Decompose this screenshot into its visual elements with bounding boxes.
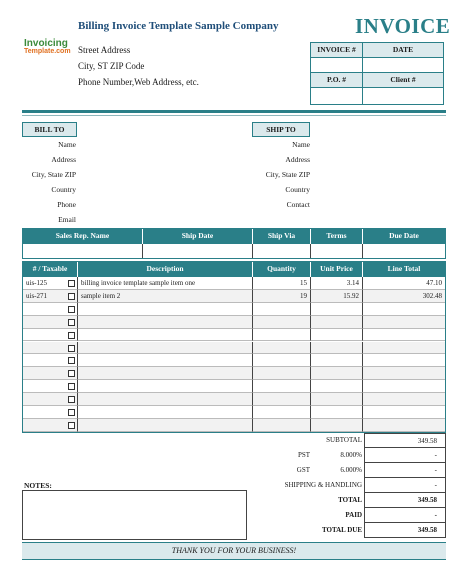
description-cell[interactable] xyxy=(78,380,253,393)
invoice-number-field[interactable] xyxy=(311,58,363,73)
header-divider xyxy=(22,110,446,113)
ship-to-address-label: Address xyxy=(285,155,310,164)
invoice-number-label: INVOICE # xyxy=(311,43,363,58)
line-total-cell[interactable] xyxy=(363,419,445,432)
table-row xyxy=(23,406,445,419)
item-rows xyxy=(23,277,445,432)
ship-via-field[interactable] xyxy=(253,244,311,258)
client-label: Client # xyxy=(363,73,443,88)
bill-to-address-label: Address xyxy=(51,155,76,164)
ship-via-header: Ship Via xyxy=(253,229,311,244)
line-total-cell[interactable]: 302.48 xyxy=(363,290,445,303)
pst-rate[interactable]: 8.000% xyxy=(340,451,362,459)
bill-to-email-label: Email xyxy=(58,215,76,224)
table-row xyxy=(23,277,445,290)
description-cell[interactable] xyxy=(78,393,253,406)
ship-to-city-label: City, State ZIP xyxy=(265,170,310,179)
subtotal-label: SUBTOTAL xyxy=(326,436,362,444)
total-due-value: 349.58 xyxy=(364,523,446,538)
logo-line2: Template.com xyxy=(24,48,71,55)
sku-cell[interactable] xyxy=(23,303,78,316)
unit-price-cell[interactable]: 3.14 xyxy=(311,277,363,290)
taxable-checkbox[interactable] xyxy=(68,370,75,377)
taxable-checkbox[interactable] xyxy=(68,306,75,313)
taxable-checkbox[interactable] xyxy=(68,332,75,339)
pst-label: PST xyxy=(297,451,310,459)
ship-date-header: Ship Date xyxy=(143,229,253,244)
sku-text: uis-271 xyxy=(26,291,47,300)
description-cell[interactable] xyxy=(78,419,253,432)
unit-price-cell[interactable] xyxy=(311,354,363,367)
line-total-cell[interactable]: 47.10 xyxy=(363,277,445,290)
quantity-cell[interactable] xyxy=(253,354,311,367)
description-cell[interactable] xyxy=(78,406,253,419)
sku-cell[interactable] xyxy=(23,342,78,355)
po-label: P.O. # xyxy=(311,73,363,88)
table-row xyxy=(23,342,445,355)
description-cell[interactable] xyxy=(78,316,253,329)
description-cell[interactable]: billing invoice template sample item one xyxy=(78,277,253,290)
unit-price-header: Unit Price xyxy=(311,262,363,277)
table-row xyxy=(23,290,445,303)
date-field[interactable] xyxy=(363,58,443,73)
sku-cell[interactable] xyxy=(23,329,78,342)
table-row xyxy=(23,419,445,432)
unit-price-cell[interactable] xyxy=(311,316,363,329)
unit-price-cell[interactable] xyxy=(311,329,363,342)
subtotal-value: 349.58 xyxy=(364,433,446,448)
logo-line1: Invoicing xyxy=(24,38,68,49)
quantity-cell[interactable]: 19 xyxy=(253,290,311,303)
taxable-checkbox[interactable] xyxy=(68,345,75,352)
table-row xyxy=(23,367,445,380)
address-line-3: Phone Number,Web Address, etc. xyxy=(78,77,199,87)
table-row xyxy=(23,303,445,316)
po-field[interactable] xyxy=(311,88,363,104)
ship-to-name-label: Name xyxy=(292,140,310,149)
meta-box xyxy=(310,42,444,105)
terms-field[interactable] xyxy=(311,244,363,258)
bill-to-name-label: Name xyxy=(58,140,76,149)
sku-header: # / Taxable xyxy=(23,262,78,277)
description-cell[interactable] xyxy=(78,303,253,316)
quantity-cell[interactable] xyxy=(253,303,311,316)
notes-label: NOTES: xyxy=(24,481,52,490)
unit-price-cell[interactable]: 15.92 xyxy=(311,290,363,303)
bill-to-phone-label: Phone xyxy=(57,200,76,209)
description-cell[interactable] xyxy=(78,367,253,380)
unit-price-cell[interactable] xyxy=(311,380,363,393)
sku-cell[interactable] xyxy=(23,367,78,380)
line-total-cell[interactable] xyxy=(363,380,445,393)
table-row xyxy=(23,380,445,393)
total-value: 349.58 xyxy=(364,493,446,508)
ship-to-title: SHIP TO xyxy=(252,122,310,137)
table-row xyxy=(23,393,445,406)
bill-to-country-label: Country xyxy=(51,185,76,194)
footer-message: THANK YOU FOR YOUR BUSINESS! xyxy=(171,546,297,555)
line-total-cell[interactable] xyxy=(363,393,445,406)
address-line-2: City, ST ZIP Code xyxy=(78,61,145,71)
total-due-label: TOTAL DUE xyxy=(321,526,362,534)
due-date-field[interactable] xyxy=(363,244,445,258)
pst-value: - xyxy=(364,448,446,463)
quantity-cell[interactable] xyxy=(253,419,311,432)
invoice-title: INVOICE xyxy=(355,14,451,38)
line-total-cell[interactable] xyxy=(363,303,445,316)
company-title: Billing Invoice Template Sample Company xyxy=(78,20,279,32)
sku-cell[interactable] xyxy=(23,393,78,406)
notes-box[interactable] xyxy=(22,490,247,540)
line-total-header: Line Total xyxy=(363,262,445,277)
shipping-label: SHIPPING & HANDLING xyxy=(284,481,362,489)
quantity-cell[interactable] xyxy=(253,342,311,355)
table-row xyxy=(23,329,445,342)
gst-label: GST xyxy=(296,466,310,474)
logo xyxy=(24,38,71,55)
gst-rate[interactable]: 6.000% xyxy=(340,466,362,474)
line-total-cell[interactable] xyxy=(363,342,445,355)
line-total-cell[interactable] xyxy=(363,329,445,342)
taxable-checkbox[interactable] xyxy=(68,293,75,300)
address-line-1: Street Address xyxy=(78,45,131,55)
line-total-cell[interactable] xyxy=(363,406,445,419)
unit-price-cell[interactable] xyxy=(311,419,363,432)
taxable-checkbox[interactable] xyxy=(68,319,75,326)
quantity-header: Quantity xyxy=(253,262,311,277)
unit-price-cell[interactable] xyxy=(311,367,363,380)
bill-to-city-label: City, State ZIP xyxy=(31,170,76,179)
description-cell[interactable] xyxy=(78,329,253,342)
taxable-checkbox[interactable] xyxy=(68,357,75,364)
quantity-cell[interactable]: 15 xyxy=(253,277,311,290)
quantity-cell[interactable] xyxy=(253,406,311,419)
items-table xyxy=(22,261,446,433)
client-field[interactable] xyxy=(363,88,443,104)
shipping-table xyxy=(22,228,446,259)
quantity-cell[interactable] xyxy=(253,380,311,393)
sales-rep-field[interactable] xyxy=(23,244,143,258)
line-total-cell[interactable] xyxy=(363,316,445,329)
taxable-checkbox[interactable] xyxy=(68,396,75,403)
paid-value: - xyxy=(364,508,446,523)
sales-rep-header: Sales Rep. Name xyxy=(23,229,143,244)
sku-cell[interactable] xyxy=(23,316,78,329)
due-date-header: Due Date xyxy=(363,229,445,244)
footer-bar xyxy=(22,542,446,560)
unit-price-cell[interactable] xyxy=(311,303,363,316)
sku-cell[interactable] xyxy=(23,419,78,432)
table-row xyxy=(23,354,445,367)
sku-cell[interactable] xyxy=(23,406,78,419)
sku-cell[interactable] xyxy=(23,277,78,290)
sku-cell[interactable] xyxy=(23,290,78,303)
paid-label: PAID xyxy=(345,511,362,519)
taxable-checkbox[interactable] xyxy=(68,422,75,429)
line-total-cell[interactable] xyxy=(363,367,445,380)
taxable-checkbox[interactable] xyxy=(68,280,75,287)
quantity-cell[interactable] xyxy=(253,329,311,342)
description-cell[interactable]: sample item 2 xyxy=(78,290,253,303)
date-label: DATE xyxy=(363,43,443,58)
bill-to-title: BILL TO xyxy=(22,122,77,137)
line-total-cell[interactable] xyxy=(363,354,445,367)
quantity-cell[interactable] xyxy=(253,316,311,329)
ship-to-contact-label: Contact xyxy=(286,200,310,209)
unit-price-cell[interactable] xyxy=(311,393,363,406)
sku-text: uis-125 xyxy=(26,279,47,287)
taxable-checkbox[interactable] xyxy=(68,383,75,390)
description-cell[interactable] xyxy=(78,354,253,367)
terms-header: Terms xyxy=(311,229,363,244)
shipping-value: - xyxy=(364,478,446,493)
sku-cell[interactable] xyxy=(23,354,78,367)
sku-cell[interactable] xyxy=(23,380,78,393)
unit-price-cell[interactable] xyxy=(311,406,363,419)
unit-price-cell[interactable] xyxy=(311,342,363,355)
description-cell[interactable] xyxy=(78,342,253,355)
ship-to-country-label: Country xyxy=(285,185,310,194)
totals-block xyxy=(252,433,446,538)
quantity-cell[interactable] xyxy=(253,367,311,380)
header-divider-thin xyxy=(22,115,446,116)
total-label: TOTAL xyxy=(338,496,362,504)
ship-date-field[interactable] xyxy=(143,244,253,258)
quantity-cell[interactable] xyxy=(253,393,311,406)
taxable-checkbox[interactable] xyxy=(68,409,75,416)
description-header: Description xyxy=(78,262,253,277)
gst-value: - xyxy=(364,463,446,478)
table-row xyxy=(23,316,445,329)
